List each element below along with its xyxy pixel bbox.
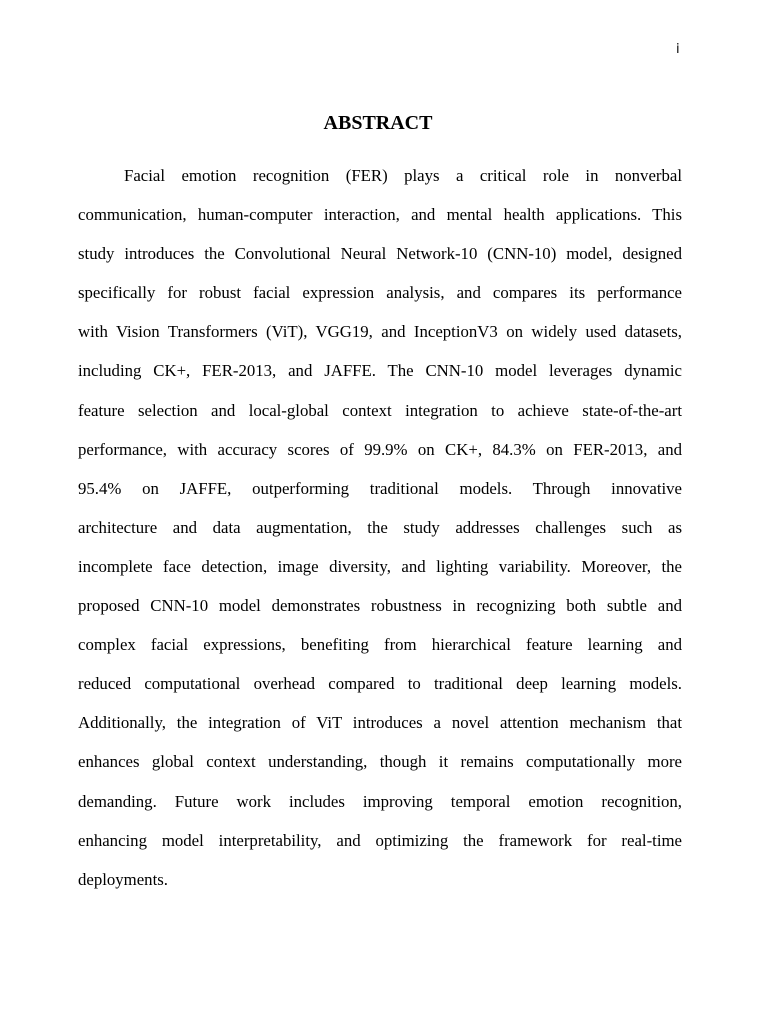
abstract-line: performance, with accuracy scores of 99.9% on CK+, 84.3% on FER-2013, and: [78, 439, 682, 459]
abstract-line: study introduces the Convolutional Neural Network-10 (CNN-10) model, designed: [78, 244, 682, 264]
abstract-line: Facial emotion recognition (FER) plays a critical role in nonverbal: [124, 166, 682, 185]
abstract-line: incomplete face detection, image diversity, and lighting variability. Moreover, the: [78, 556, 682, 576]
abstract-body: [78, 156, 682, 899]
abstract-line: architecture and data augmentation, the study addresses challenges such as: [78, 517, 682, 537]
abstract-line: communication, human-computer interaction, and mental health applications. This: [78, 205, 682, 225]
abstract-line: reduced computational overhead compared to traditional deep learning models.: [78, 674, 682, 694]
abstract-line: with Vision Transformers (ViT), VGG19, and InceptionV3 on widely used datasets,: [78, 322, 682, 342]
page-number: i: [676, 42, 680, 57]
abstract-line: Additionally, the integration of ViT introduces a novel attention mechanism that: [78, 713, 682, 733]
abstract-line: 95.4% on JAFFE, outperforming traditional models. Through innovative: [78, 478, 682, 498]
abstract-line: specifically for robust facial expression analysis, and compares its performance: [78, 283, 682, 303]
abstract-line: feature selection and local-global context integration to achieve state-of-the-art: [78, 400, 682, 420]
abstract-line: enhances global context understanding, though it remains computationally more: [78, 752, 682, 772]
abstract-title: ABSTRACT: [323, 112, 433, 134]
abstract-line: deployments.: [78, 869, 168, 889]
abstract-line: proposed CNN-10 model demonstrates robustness in recognizing both subtle and: [78, 596, 682, 616]
abstract-line: demanding. Future work includes improving temporal emotion recognition,: [78, 791, 682, 811]
abstract-line: complex facial expressions, benefiting from hierarchical feature learning and: [78, 635, 682, 655]
abstract-line: including CK+, FER-2013, and JAFFE. The CNN-10 model leverages dynamic: [78, 361, 682, 381]
abstract-line: enhancing model interpretability, and optimizing the framework for real-time: [78, 830, 682, 850]
